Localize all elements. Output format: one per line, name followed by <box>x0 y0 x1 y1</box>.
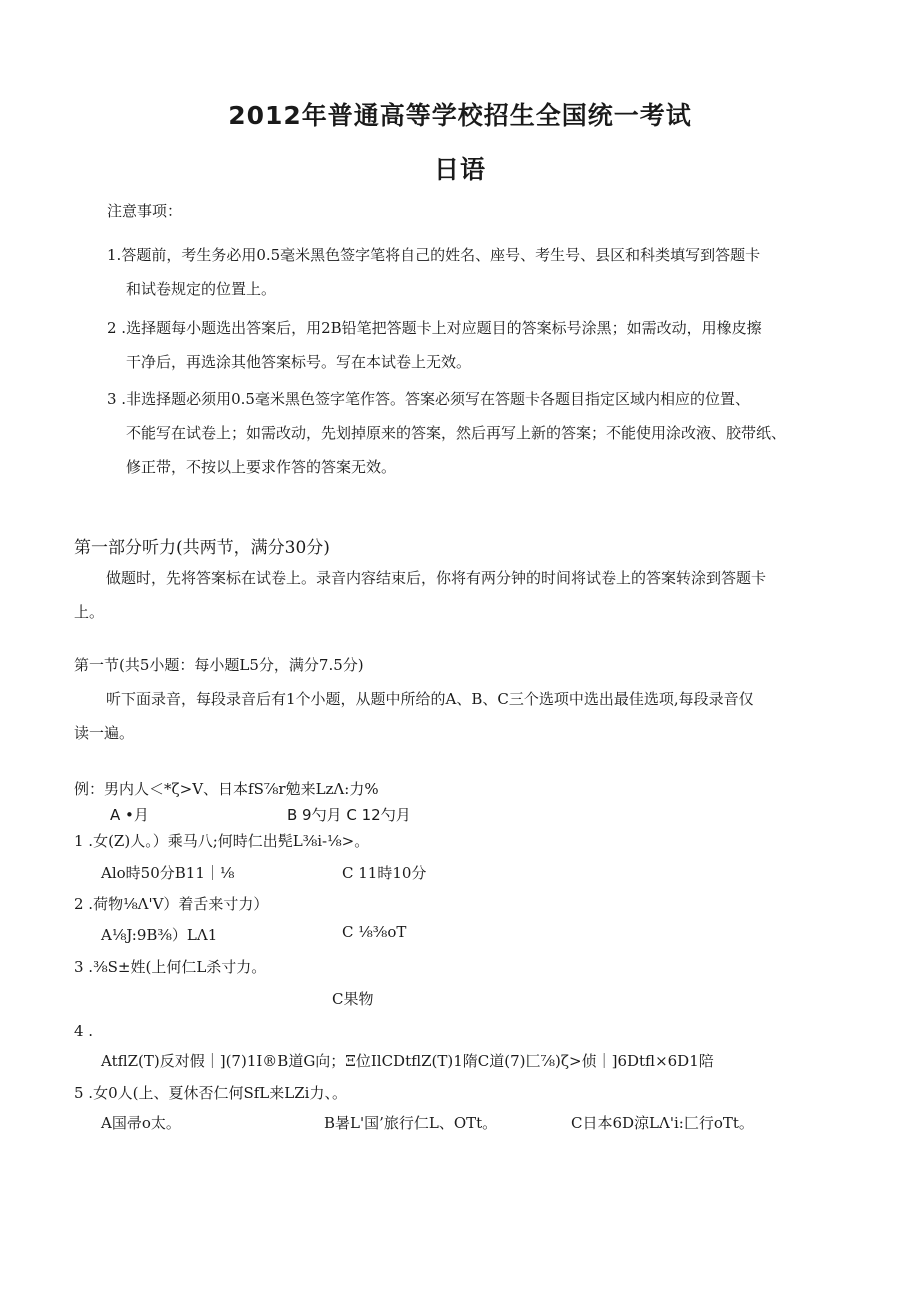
question-4-option: AtflZ(T)反对假｜](7)1I®B道G向；Ξ位IlCDtflZ(T)1隋C道(7)匚⅞)ζ>侦｜]6Dtfl×6D1陪 <box>101 1052 714 1070</box>
question-2-stem: 2 .荷物⅛Λ'V）着舌来寸力） <box>74 895 269 913</box>
question-3-stem: 3 .⅜S±姓(上何仁L杀寸力。 <box>74 958 267 976</box>
notice-item-number: 3 . <box>107 390 127 408</box>
question-5-option: A国帚o太。 <box>101 1114 181 1132</box>
question-5-option: C日本6D涼LΛ'i:匚行oTt。 <box>571 1114 754 1132</box>
notice-item-3 <box>107 382 786 484</box>
notice-label: 注意事项： <box>107 202 183 220</box>
question-5-stem: 5 .女0人(上、夏休否仁何SfL来LZi力、。 <box>74 1084 347 1102</box>
question-1-stem: 1 .女(Z)人。）乘马八;何時仁出髡L⅜i-⅛>。 <box>74 832 370 850</box>
notice-item-number: 2 . <box>107 319 127 337</box>
notice-item-text: 干净后，再选涂其他答案标号。写在本试卷上无效。 <box>126 353 472 371</box>
example-question: 例：男内人＜*ζ>V、日本fS⅞r勉来LzΛ:力% <box>74 780 379 798</box>
part1-instruction-line: 上。 <box>74 603 105 621</box>
part1-title: 第一部分听力(共两节，满分30分) <box>74 538 330 558</box>
example-option-bc: B 9勺月 C 12勺月 <box>287 806 411 824</box>
example-option-a: A •月 <box>110 806 149 824</box>
notice-item-2 <box>107 311 762 379</box>
question-1-option: C 11時10分 <box>342 864 427 882</box>
notice-item-text: 选择题每小题选出答案后，用2B铅笔把答题卡上对应题目的答案标号涂黑；如需改动，用橡皮擦 <box>126 319 762 337</box>
part1-instruction-line: 做题时，先将答案标在试卷上。录音内容结束后，你将有两分钟的时间将试卷上的答案转涂到答题卡 <box>106 569 767 587</box>
question-1-option: Alo時50分B11｜⅛ <box>101 864 235 882</box>
question-2-option: C ⅛⅜oT <box>342 923 407 941</box>
notice-item-number: 1. <box>107 246 122 264</box>
question-3-option: C果物 <box>332 990 374 1008</box>
question-2-option: A⅛J:9B⅜）LΛ1 <box>101 926 218 944</box>
part1-instruction <box>74 561 766 629</box>
notice-item-text: 答题前，考生务必用0.5毫米黑色签字笔将自己的姓名、座号、考生号、县区和科类填写到答题卡 <box>121 246 761 264</box>
exam-subject: 日语 <box>433 155 486 184</box>
section1-instruction-line: 读一遍。 <box>74 724 135 742</box>
question-4-stem: 4 . <box>74 1022 94 1040</box>
notice-item-1 <box>107 238 760 306</box>
exam-title: 2012年普通高等学校招生全国统一考试 <box>228 101 692 130</box>
section1-instruction-line: 听下面录音，每段录音后有1个小题，从题中所给的A、B、C三个选项中选出最佳选项,每段录音仅 <box>106 690 754 708</box>
notice-item-text: 和试卷规定的位置上。 <box>126 280 277 298</box>
notice-item-text: 非选择题必须用0.5毫米黑色签字笔作答。答案必须写在答题卡各题目指定区域内相应的位置、 <box>126 390 750 408</box>
notice-item-text: 不能写在试卷上；如需改动，先划掉原来的答案，然后再写上新的答案；不能使用涂改液、胶带纸、 <box>126 424 787 442</box>
section1-instruction <box>74 682 754 750</box>
notice-item-text: 修正带，不按以上要求作答的答案无效。 <box>126 458 397 476</box>
section1-title: 第一节(共5小题：每小题L5分，满分7.5分) <box>74 656 364 674</box>
question-5-option: B暑L'国’旅行仁L、OTt。 <box>324 1114 498 1132</box>
